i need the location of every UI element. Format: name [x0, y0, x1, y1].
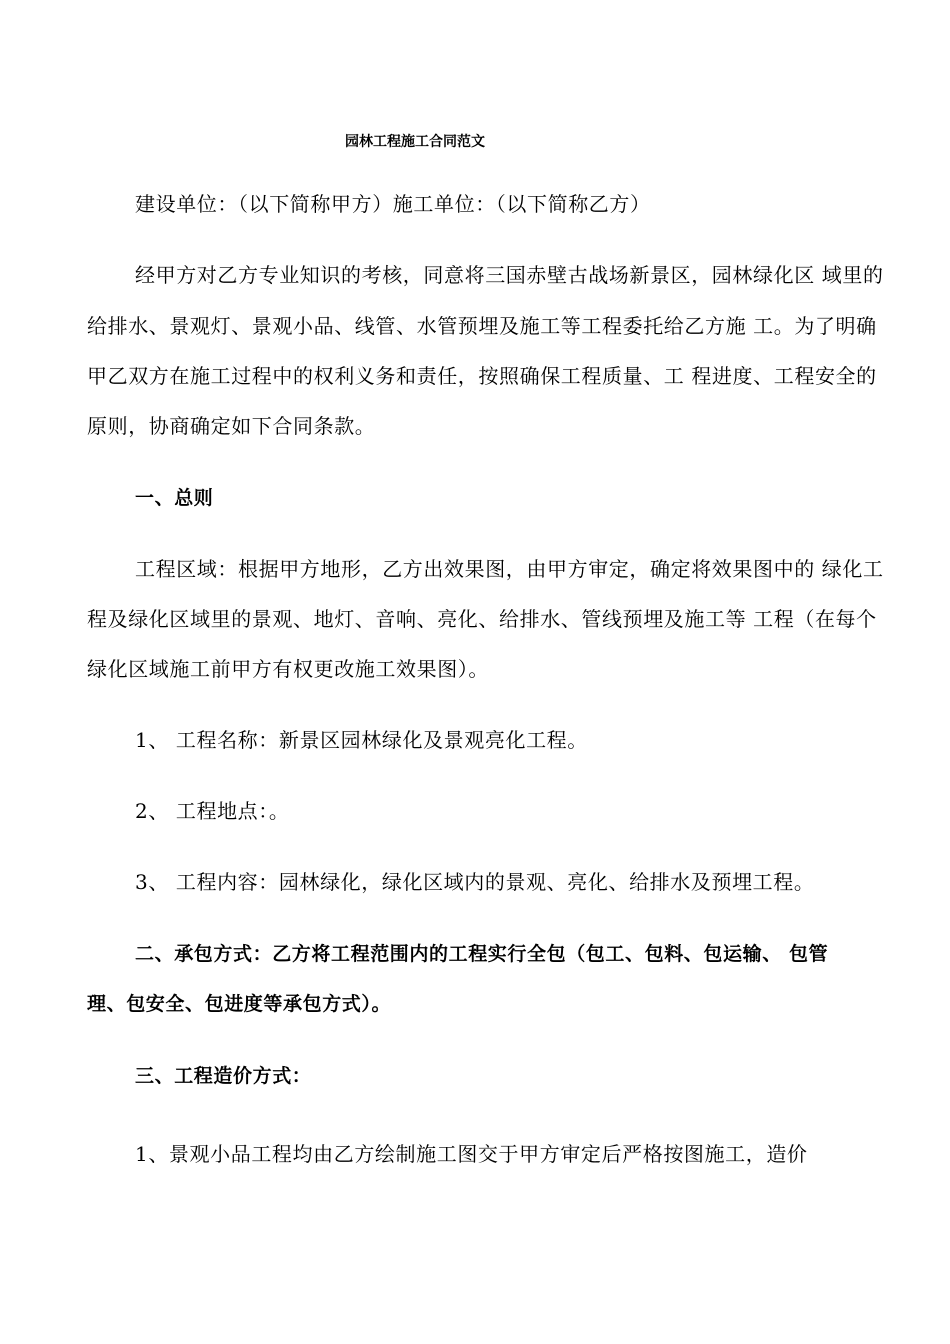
- intro-paragraph-line-2: 给排水、景观灯、景观小品、线管、水管预埋及施工等工程委托给乙方施 工。为了明确: [87, 314, 877, 338]
- section-3-heading: 三、工程造价方式：: [135, 1065, 312, 1087]
- intro-paragraph-line-3: 甲乙双方在施工过程中的权利义务和责任，按照确保工程质量、工 程进度、工程安全的: [87, 364, 877, 388]
- parties-line: 建设单位：（以下简称甲方）施工单位：（以下简称乙方）: [135, 192, 651, 216]
- section-2-line-1: 二、承包方式：乙方将工程范围内的工程实行全包（包工、包料、包运输、 包管: [135, 943, 829, 965]
- list-item-2: 2、 工程地点：。: [135, 799, 290, 823]
- section-1-heading: 一、总则: [135, 487, 214, 509]
- scope-paragraph-line-3: 绿化区域施工前甲方有权更改施工效果图）。: [87, 657, 489, 681]
- intro-paragraph-line-1: 经甲方对乙方专业知识的考核，同意将三国赤壁古战场新景区，园林绿化区 域里的: [135, 263, 884, 287]
- scope-paragraph-line-2: 程及绿化区域里的景观、地灯、音响、亮化、给排水、管线预埋及施工等 工程（在每个: [87, 607, 877, 631]
- section-2-line-2: 理、包安全、包进度等承包方式）。: [87, 993, 392, 1015]
- intro-paragraph-line-4: 原则，协商确定如下合同条款。: [87, 414, 376, 438]
- scope-paragraph-line-1: 工程区域：根据甲方地形，乙方出效果图，由甲方审定，确定将效果图中的 绿化工: [135, 557, 884, 581]
- list-item-1: 1、 工程名称：新景区园林绿化及景观亮化工程。: [135, 728, 588, 752]
- price-item-1: 1、景观小品工程均由乙方绘制施工图交于甲方审定后严格按图施工，造价: [135, 1142, 808, 1166]
- list-item-3: 3、 工程内容：园林绿化，绿化区域内的景观、亮化、给排水及预埋工程。: [135, 870, 815, 894]
- document-title: 园林工程施工合同范文: [345, 134, 485, 150]
